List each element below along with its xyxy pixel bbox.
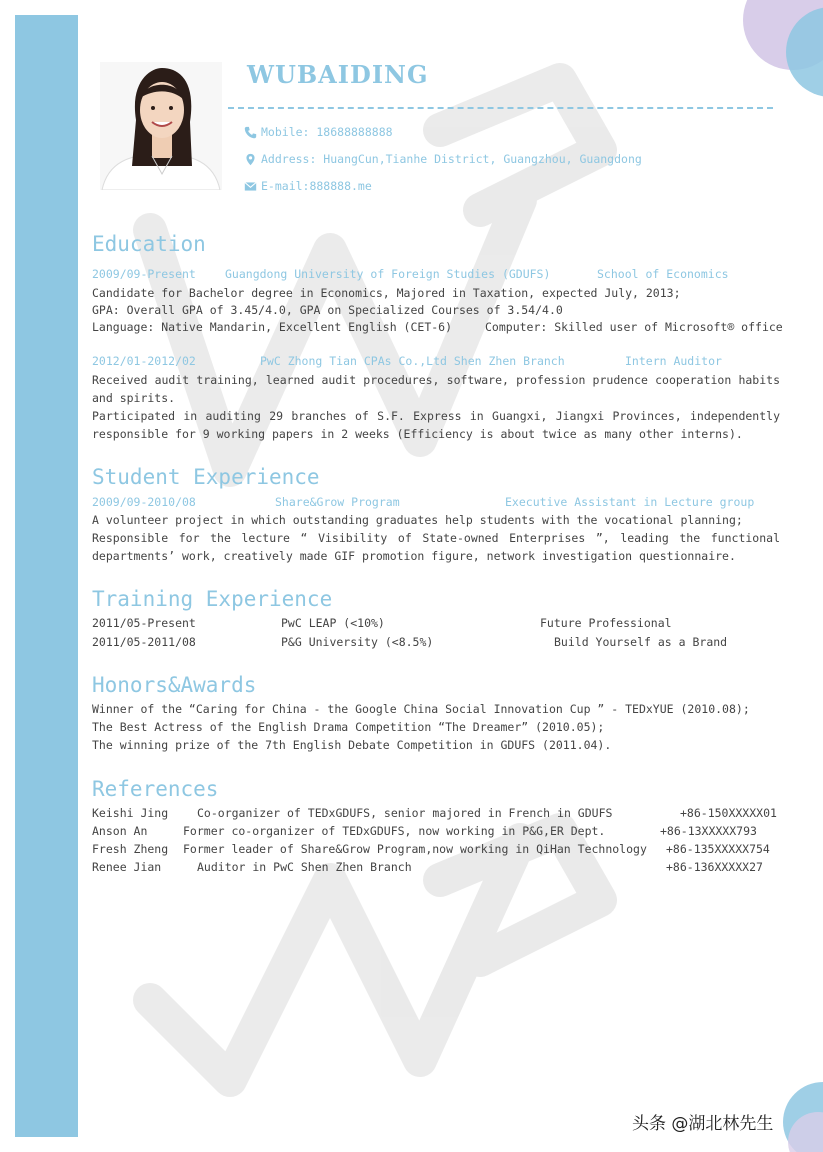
reference-phone: +86-13XXXXX793 bbox=[660, 824, 757, 838]
reference-desc: Co-organizer of TEDxGDUFS, senior majored in French in GDUFS bbox=[197, 806, 613, 820]
mobile-text: Mobile: 18688888888 bbox=[261, 125, 393, 139]
contact-mobile bbox=[244, 124, 393, 140]
reference-desc: Auditor in PwC Shen Zhen Branch bbox=[197, 860, 412, 874]
reference-name: Anson An bbox=[92, 824, 148, 838]
reference-phone: +86-136XXXXX27 bbox=[666, 860, 763, 874]
section-title-training: Training Experience bbox=[92, 587, 333, 611]
education-entry1-role: School of Economics bbox=[597, 267, 729, 281]
reference-desc: Former co-organizer of TEDxGDUFS, now working in P&G,ER Dept. bbox=[183, 824, 606, 838]
education-language: Language: Native Mandarin, Excellent English (CET-6) bbox=[92, 320, 453, 334]
corner-decoration-bottom bbox=[763, 1062, 823, 1152]
reference-name: Renee Jian bbox=[92, 860, 162, 874]
student-line3: departments’ work, creatively made GIF promotion figure, network investigation questionnaire. bbox=[92, 549, 736, 563]
training-row bbox=[92, 633, 780, 651]
reference-name: Fresh Zheng bbox=[92, 842, 169, 856]
honors-line: The winning prize of the 7th English Debate Competition in GDUFS (2011.04). bbox=[92, 738, 612, 752]
contact-address bbox=[244, 151, 642, 167]
profile-photo bbox=[100, 62, 222, 190]
education-entry2-line4: responsible for 9 working papers in 2 weeks (Efficiency is about twice as many other interns). bbox=[92, 427, 743, 441]
education-entry2-line1: Received audit training, learned audit procedures, software, profession prudence cooperation habits bbox=[92, 373, 780, 387]
training-program: PwC LEAP (<10%) bbox=[281, 616, 385, 630]
education-entry2-line3: Participated in auditing 29 branches of S.F. Express in Guangxi, Jiangxi Provinces, independently bbox=[92, 409, 780, 423]
education-entry1-line2: GPA: Overall GPA of 3.45/4.0, GPA on Specialized Courses of 3.54/4.0 bbox=[92, 303, 563, 317]
education-entry2-header bbox=[92, 352, 780, 370]
education-entry1-header bbox=[92, 265, 780, 283]
education-entry2-role: Intern Auditor bbox=[625, 354, 722, 368]
honors-line: Winner of the “Caring for China - the Google China Social Innovation Cup ” - TEDxYUE (2010.08); bbox=[92, 702, 750, 716]
email-text: E-mail:888888.me bbox=[261, 179, 372, 193]
reference-row bbox=[92, 840, 780, 858]
contact-email bbox=[244, 178, 372, 194]
corner-decoration-top bbox=[713, 0, 823, 110]
section-title-honors: Honors&Awards bbox=[92, 673, 257, 697]
address-text: Address: HuangCun,Tianhe District, Guangzhou, Guangdong bbox=[261, 152, 642, 166]
reference-name: Keishi Jing bbox=[92, 806, 169, 820]
training-name: Future Professional bbox=[540, 616, 672, 630]
section-title-references: References bbox=[92, 777, 219, 801]
envelope-icon bbox=[244, 180, 257, 193]
education-entry2-org: PwC Zhong Tian CPAs Co.,Ltd Shen Zhen Branch bbox=[260, 354, 565, 368]
student-date: 2009/09-2010/08 bbox=[92, 495, 196, 509]
sidebar-stripe bbox=[15, 15, 78, 1137]
reference-row bbox=[92, 858, 780, 876]
reference-desc: Former leader of Share&Grow Program,now working in QiHan Technology bbox=[183, 842, 647, 856]
reference-phone: +86-135XXXXX754 bbox=[666, 842, 770, 856]
student-org: Share&Grow Program bbox=[275, 495, 400, 509]
training-row bbox=[92, 614, 780, 632]
education-entry1-line3 bbox=[92, 318, 783, 336]
education-entry1-line1: Candidate for Bachelor degree in Economics, Majored in Taxation, expected July, 2013; bbox=[92, 286, 681, 300]
training-program: P&G University (<8.5%) bbox=[281, 635, 434, 649]
education-entry1-org: Guangdong University of Foreign Studies (GDUFS) bbox=[225, 267, 551, 281]
education-entry2-date: 2012/01-2012/02 bbox=[92, 354, 196, 368]
education-entry2-line2: and spirits. bbox=[92, 391, 176, 405]
education-entry1-date: 2009/09-Present bbox=[92, 267, 196, 281]
honors-line: The Best Actress of the English Drama Competition “The Dreamer” (2010.05); bbox=[92, 720, 605, 734]
training-name: Build Yourself as a Brand bbox=[554, 635, 728, 649]
education-computer: Computer: Skilled user of Microsoft® office bbox=[485, 320, 783, 334]
reference-row bbox=[92, 804, 780, 822]
training-date: 2011/05-2011/08 bbox=[92, 635, 196, 649]
source-credit: 头条 @湖北林先生 bbox=[632, 1114, 774, 1134]
phone-icon bbox=[244, 126, 257, 139]
training-date: 2011/05-Present bbox=[92, 616, 196, 630]
name-divider bbox=[228, 107, 773, 109]
student-role: Executive Assistant in Lecture group bbox=[505, 495, 755, 509]
candidate-name: WUBAIDING bbox=[247, 60, 429, 89]
section-title-education: Education bbox=[92, 232, 206, 256]
section-title-student: Student Experience bbox=[92, 465, 320, 489]
reference-phone: +86-150XXXXX01 bbox=[680, 806, 777, 820]
student-line2: Responsible for the lecture “ Visibility of State-owned Enterprises ”, leading the functional bbox=[92, 531, 780, 545]
location-pin-icon bbox=[244, 153, 257, 166]
student-line1: A volunteer project in which outstanding graduates help students with the vocational planning; bbox=[92, 513, 743, 527]
student-header bbox=[92, 493, 780, 511]
reference-row bbox=[92, 822, 780, 840]
